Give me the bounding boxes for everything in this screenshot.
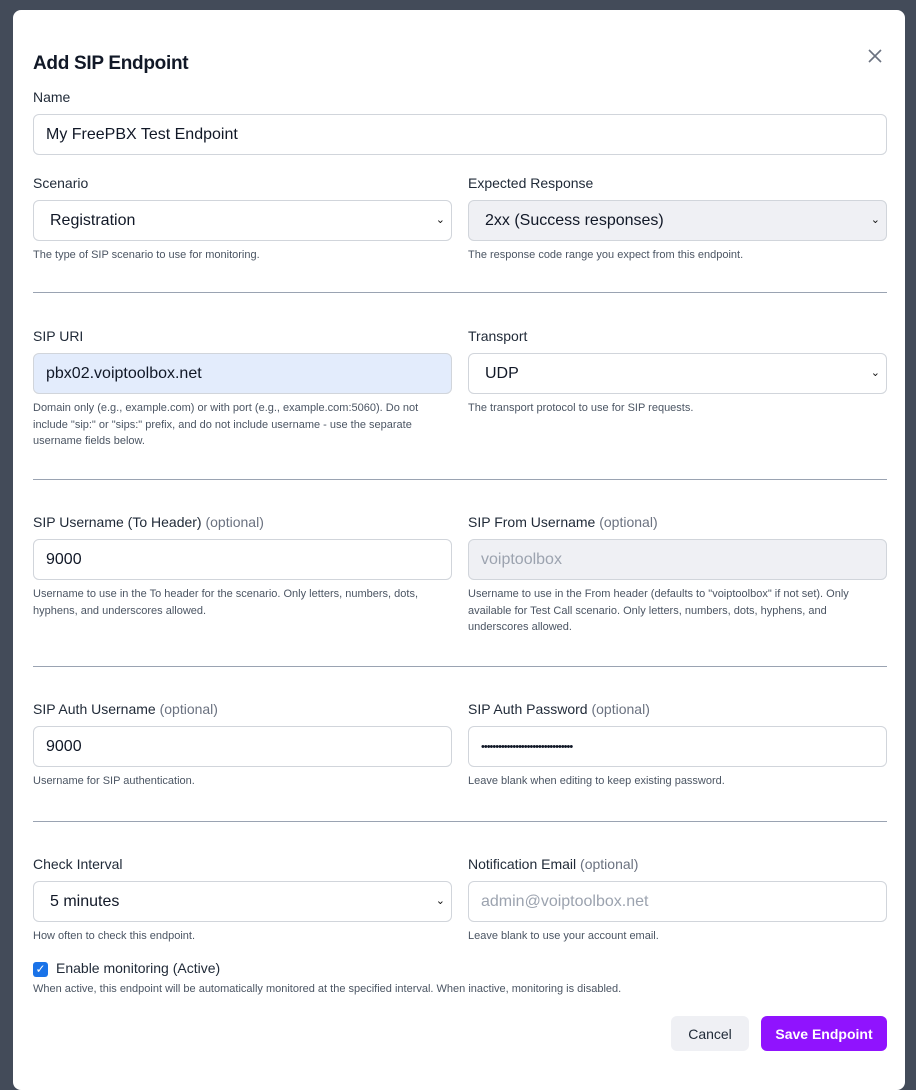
sip-username-label: SIP Username (To Header) (optional) xyxy=(33,514,264,530)
scenario-label: Scenario xyxy=(33,175,89,191)
check-interval-label: Check Interval xyxy=(33,856,123,872)
notification-email-label: Notification Email (optional) xyxy=(468,856,639,872)
scenario-help: The type of SIP scenario to use for monitoring. xyxy=(33,249,260,261)
divider xyxy=(33,821,887,822)
expected-response-select[interactable] xyxy=(468,200,887,241)
sip-uri-label: SIP URI xyxy=(33,328,84,344)
checkbox-checked-icon[interactable]: ✓ xyxy=(33,962,48,977)
sip-uri-input[interactable]: pbx02.voiptoolbox.net xyxy=(33,353,452,394)
notification-email-input[interactable] xyxy=(468,881,887,922)
monitoring-label: Enable monitoring (Active) xyxy=(56,960,221,976)
check-interval-help: How often to check this endpoint. xyxy=(33,930,196,942)
expected-response-label: Expected Response xyxy=(468,175,594,191)
chevron-down-icon: ⌄ xyxy=(870,214,880,226)
divider xyxy=(33,666,887,667)
sip-uri-help: Domain only (e.g., example.com) or with port (e.g., example.com:5060). Do not include "sip:" or "sips:" prefix, and do not include username - use the separate username fields below. xyxy=(33,402,419,447)
sip-username-input[interactable]: 9000 xyxy=(33,539,452,580)
close-icon[interactable] xyxy=(865,46,885,66)
chevron-down-icon: ⌄ xyxy=(435,895,445,907)
scenario-select[interactable] xyxy=(33,200,452,241)
auth-password-label: SIP Auth Password (optional) xyxy=(468,701,650,717)
auth-username-input[interactable]: 9000 xyxy=(33,726,452,767)
name-input[interactable]: My FreePBX Test Endpoint xyxy=(33,114,887,155)
add-sip-endpoint-dialog xyxy=(13,10,905,1090)
divider xyxy=(33,292,887,293)
name-group xyxy=(33,88,887,155)
expected-response-help: The response code range you expect from this endpoint. xyxy=(468,249,744,261)
sip-from-username-label: SIP From Username (optional) xyxy=(468,514,658,530)
scenario-value: Registration xyxy=(50,211,136,229)
placeholder: admin@voiptoolbox.net xyxy=(481,892,649,910)
sip-from-username-help: Username to use in the From header (defaults to "voiptoolbox" if not set). Only available for Test Call scenario. Only letters, numbers, dots, hyphens, and underscores allowed. xyxy=(468,588,849,633)
placeholder: voiptoolbox xyxy=(481,550,562,568)
auth-password-input[interactable]: •••••••••••••••••••••••••••••••• xyxy=(468,726,887,767)
monitoring-help: When active, this endpoint will be automatically monitored at the specified interval. When inactive, monitoring is disabled. xyxy=(33,982,622,995)
monitoring-toggle[interactable] xyxy=(33,960,887,977)
notification-email-help: Leave blank to use your account email. xyxy=(468,930,659,942)
check-interval-select[interactable] xyxy=(33,881,452,922)
sip-from-username-input[interactable] xyxy=(468,539,887,580)
transport-select[interactable] xyxy=(468,353,887,394)
name-label: Name xyxy=(33,89,71,105)
auth-password-help: Leave blank when editing to keep existing password. xyxy=(468,775,725,787)
dialog-title: Add SIP Endpoint xyxy=(33,53,189,74)
expected-response-value: 2xx (Success responses) xyxy=(485,211,664,229)
transport-label: Transport xyxy=(468,328,528,344)
transport-value: UDP xyxy=(485,364,519,382)
sip-username-help: Username to use in the To header for the scenario. Only letters, numbers, dots, hyphens, and underscores allowed. xyxy=(33,588,418,617)
transport-help: The transport protocol to use for SIP requests. xyxy=(468,402,694,414)
auth-username-help: Username for SIP authentication. xyxy=(33,775,195,787)
check-interval-value: 5 minutes xyxy=(50,892,120,910)
auth-username-label: SIP Auth Username (optional) xyxy=(33,701,218,717)
save-endpoint-button[interactable]: Save Endpoint xyxy=(761,1016,887,1051)
divider xyxy=(33,479,887,480)
cancel-button[interactable]: Cancel xyxy=(671,1016,749,1051)
chevron-down-icon: ⌄ xyxy=(870,367,880,379)
chevron-down-icon: ⌄ xyxy=(435,214,445,226)
